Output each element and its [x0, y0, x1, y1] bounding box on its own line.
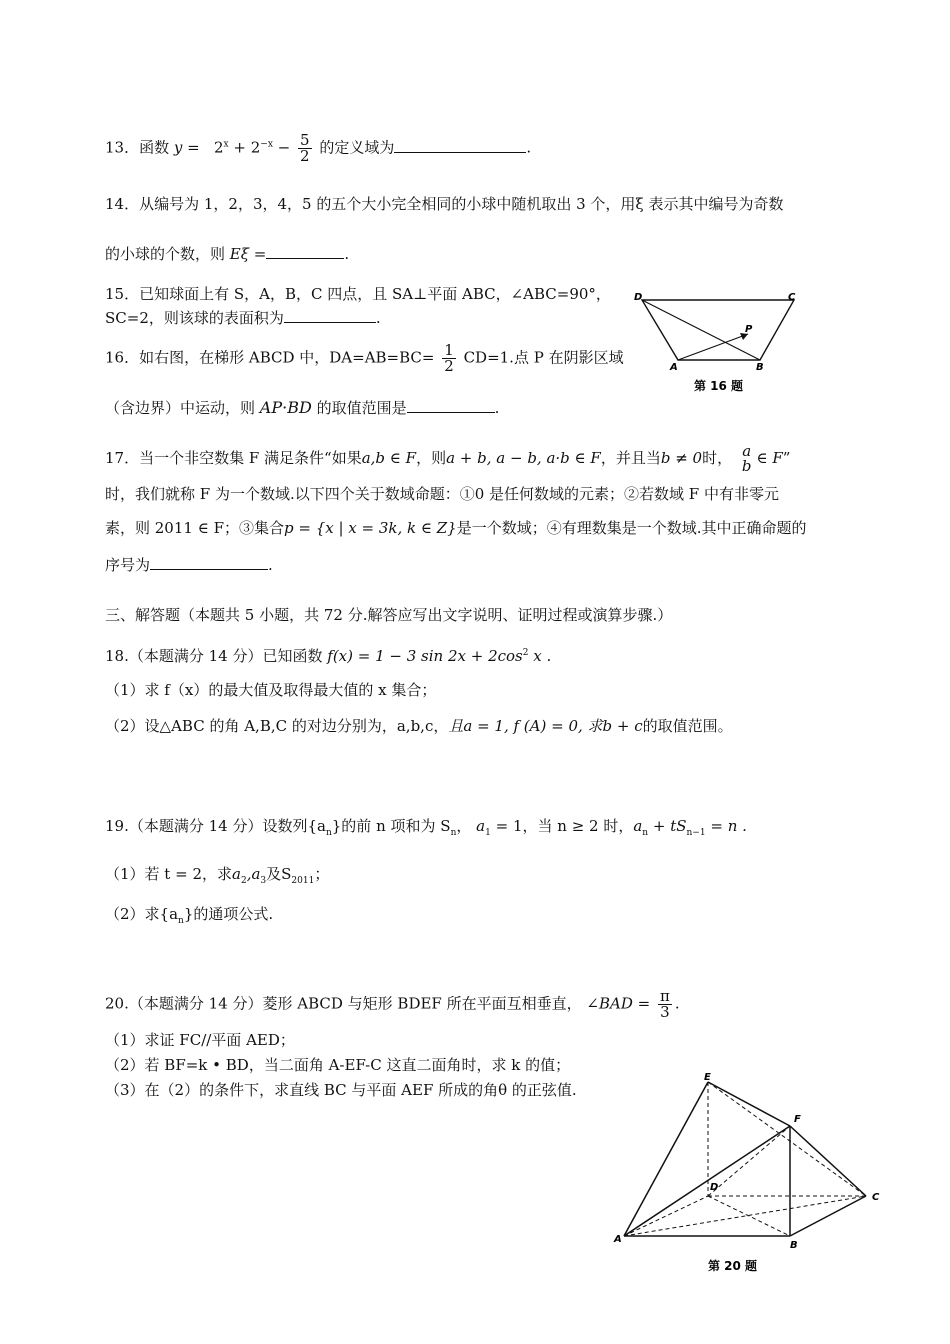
- fig20-label-d: D: [710, 1182, 719, 1193]
- q17-cond2: a + b, a − b, a·b ∈ F: [446, 449, 601, 467]
- question-20-part3: （3）在（2）的条件下，求直线 BC 与平面 AEF 所成的角θ 的正弦值.: [105, 1081, 577, 1099]
- question-13: [105, 133, 531, 164]
- q20-frac-num: π: [659, 987, 670, 1005]
- question-17-line4: [105, 555, 273, 575]
- q16-text-c: （含边界）中运动，则: [105, 399, 256, 417]
- question-14-line1: 14．从编号为 1，2，3，4，5 的五个大小完全相同的小球中随机取出 3 个，用ξ 表示其中编号为奇数: [105, 195, 784, 213]
- q19-p1-a: a: [232, 865, 241, 883]
- q19-a1: a: [476, 817, 486, 835]
- question-14-line2: [105, 244, 349, 264]
- q19-p2-tail: }的通项公式.: [183, 905, 274, 923]
- fig20-label-c: C: [872, 1192, 880, 1203]
- q20-angle: ∠BAD =: [586, 994, 651, 1013]
- q14-answer-blank[interactable]: [266, 244, 344, 259]
- q19-p1-s: 及S: [266, 865, 292, 883]
- q16-vector-product: AP·BD: [259, 398, 312, 417]
- q16-end: .: [494, 399, 500, 417]
- q17-text-h: 序号为: [105, 556, 151, 574]
- fig20-label-e: E: [704, 1072, 711, 1083]
- question-18-head: [105, 643, 551, 666]
- q17-answer-blank[interactable]: [150, 555, 268, 570]
- q17-text-a: 17．当一个非空数集 F 满足条件“如果: [105, 449, 362, 467]
- q20-fraction: [658, 989, 672, 1020]
- figure-20-solid: [612, 1070, 902, 1280]
- q19-sub-n4: n: [178, 916, 184, 926]
- q13-frac-num: 5: [300, 131, 310, 149]
- question-16-line2: [105, 398, 499, 418]
- question-16-line1: [105, 343, 624, 374]
- q17-text-b: ，则: [416, 449, 447, 467]
- q13-label: 13．函数: [105, 138, 170, 157]
- fig20-label-b: B: [790, 1240, 798, 1251]
- q13-minus: −: [272, 138, 291, 157]
- q13-fraction: [298, 133, 312, 164]
- q19-text-b: }的前 n 项和为 S: [331, 817, 451, 835]
- question-18-part1: （1）求 f（x）的最大值及取得最大值的 x 集合；: [105, 681, 437, 699]
- q20-text: 20.（本题满分 14 分）菱形 ABCD 与矩形 BDEF 所在平面互相垂直，: [105, 994, 582, 1013]
- q17-text-g: 是一个数域；④有理数集是一个数域.其中正确命题的: [456, 519, 807, 537]
- q19-eq2: = n .: [705, 817, 747, 835]
- q19-p1-end: ；: [314, 865, 330, 883]
- q17-end: .: [268, 556, 273, 574]
- question-15-line2: [105, 308, 381, 328]
- fig20-label-f: F: [794, 1114, 801, 1125]
- q14-end: .: [344, 245, 350, 263]
- q17-cond3: b ≠ 0: [660, 449, 703, 467]
- q13-exp1: x: [223, 139, 229, 150]
- fig16-label-d: D: [634, 292, 643, 303]
- q18-function: f(x) = 1 − 3 sin 2x + 2cos: [327, 647, 523, 665]
- fig16-label-c: C: [788, 292, 796, 303]
- q16-frac-den: 2: [444, 357, 454, 375]
- question-19-part1: [105, 864, 329, 891]
- q17-text-f: 素，则 2011 ∈ F；③集合: [105, 519, 284, 537]
- q16-text-a: 16．如右图，在梯形 ABCD 中，DA=AB=BC=: [105, 348, 435, 367]
- q19-p1-text: （1）若 t = 2，求: [105, 865, 232, 883]
- q13-expr: 2: [214, 138, 224, 157]
- q19-sub-n3: n: [642, 828, 649, 838]
- question-17-line3: [105, 518, 807, 538]
- q13-end: .: [526, 138, 532, 157]
- q18-text: 18.（本题满分 14 分）已知函数: [105, 647, 323, 665]
- q18-function-tail: x .: [528, 647, 552, 665]
- q19-p2-text: （2）求{a: [105, 905, 179, 923]
- q19-an: a: [633, 817, 643, 835]
- q19-text-c: ，: [456, 817, 472, 835]
- q13-exp2: −x: [260, 139, 273, 150]
- q19-sub-n2: n: [450, 828, 457, 838]
- q16-frac-num: 1: [444, 341, 454, 359]
- q19-mid: + tS: [648, 817, 687, 835]
- q13-frac-den: 2: [300, 147, 310, 165]
- q18-part2-text: （2）设△ABC 的角 A,B,C 的对边分别为，a,b,c，: [105, 717, 449, 735]
- q18-part2-condition: 且a = 1, f (A) = 0, 求b + c: [448, 717, 643, 735]
- q16-text-b: CD=1.点 P 在阴影区域: [458, 348, 624, 367]
- figure-16-trapezoid: [632, 288, 812, 396]
- q19-eq1: = 1，当 n ≥ 2 时，: [490, 817, 634, 835]
- q15-end: .: [375, 309, 381, 327]
- fig16-label-b: B: [756, 362, 764, 373]
- question-17-line2: 时，我们就称 F 为一个数域.以下四个关于数域命题：①0 是任何数域的元素；②若数域 F 中有非零元: [105, 485, 779, 503]
- q16-fraction: [442, 343, 456, 374]
- q19-sub-3: 3: [260, 876, 267, 886]
- q19-sub-n: n: [325, 828, 332, 838]
- q17-cond1: a,b ∈ F: [361, 449, 417, 467]
- fig20-label-a: A: [614, 1234, 622, 1245]
- fig20-caption: 第 20 题: [708, 1259, 758, 1273]
- question-20-part1: （1）求证 FC//平面 AED；: [105, 1031, 295, 1049]
- q15-text: SC=2，则该球的表面积为: [105, 309, 284, 327]
- question-19-part2: [105, 904, 273, 931]
- q13-tail: 的定义域为: [319, 138, 395, 157]
- q20-end: .: [674, 994, 680, 1013]
- q19-sub-n1: n−1: [686, 828, 706, 838]
- q19-sub-2: 2: [240, 876, 247, 886]
- question-19-head: [105, 816, 747, 843]
- q13-answer-blank[interactable]: [394, 138, 526, 153]
- q20-frac-den: 3: [660, 1003, 670, 1021]
- q16-answer-blank[interactable]: [407, 398, 495, 413]
- q17-frac-num: a: [742, 442, 752, 460]
- q15-answer-blank[interactable]: [284, 308, 376, 323]
- q13-plus: + 2: [228, 138, 261, 157]
- q17-text-d: 时，: [702, 449, 733, 467]
- q18-square: 2: [522, 648, 529, 658]
- fig16-caption: 第 16 题: [694, 379, 744, 393]
- q14-expectation: Eξ =: [229, 245, 267, 263]
- section-3-heading: 三、解答题（本题共 5 小题，共 72 分.解答应写出文字说明、证明过程或演算步骤.）: [105, 606, 673, 624]
- q14-text: 的小球的个数，则: [105, 245, 226, 263]
- question-18-part2: [105, 716, 733, 736]
- question-20-head: [105, 989, 680, 1020]
- fig16-label-a: A: [670, 362, 678, 373]
- q17-fraction: [740, 444, 754, 474]
- q13-y: y =: [173, 138, 200, 157]
- q17-set: p = {x | x = 3k, k ∈ Z}: [284, 519, 457, 537]
- q19-p1-a3: ,a: [246, 865, 261, 883]
- q17-cond4: ∈ F: [756, 449, 783, 467]
- q17-frac-den: b: [741, 457, 752, 475]
- q16-text-d: 的取值范围是: [316, 399, 407, 417]
- q18-part2-tail: 的取值范围。: [642, 717, 733, 735]
- fig16-label-p: P: [745, 324, 753, 335]
- q19-text-a: 19.（本题满分 14 分）设数列{a: [105, 817, 326, 835]
- question-20-part2: （2）若 BF=k • BD，当二面角 A-EF-C 这直二面角时，求 k 的值；: [105, 1056, 571, 1074]
- question-15-line1: 15．已知球面上有 S，A，B，C 四点，且 SA⊥平面 ABC，∠ABC=90°，: [105, 285, 611, 303]
- q17-text-e: ”: [782, 449, 791, 467]
- question-17-line1: [105, 444, 790, 474]
- q19-sub-1: 1: [485, 828, 491, 838]
- q17-text-c: ，并且当: [600, 449, 661, 467]
- q19-sub-2011: 2011: [291, 876, 315, 886]
